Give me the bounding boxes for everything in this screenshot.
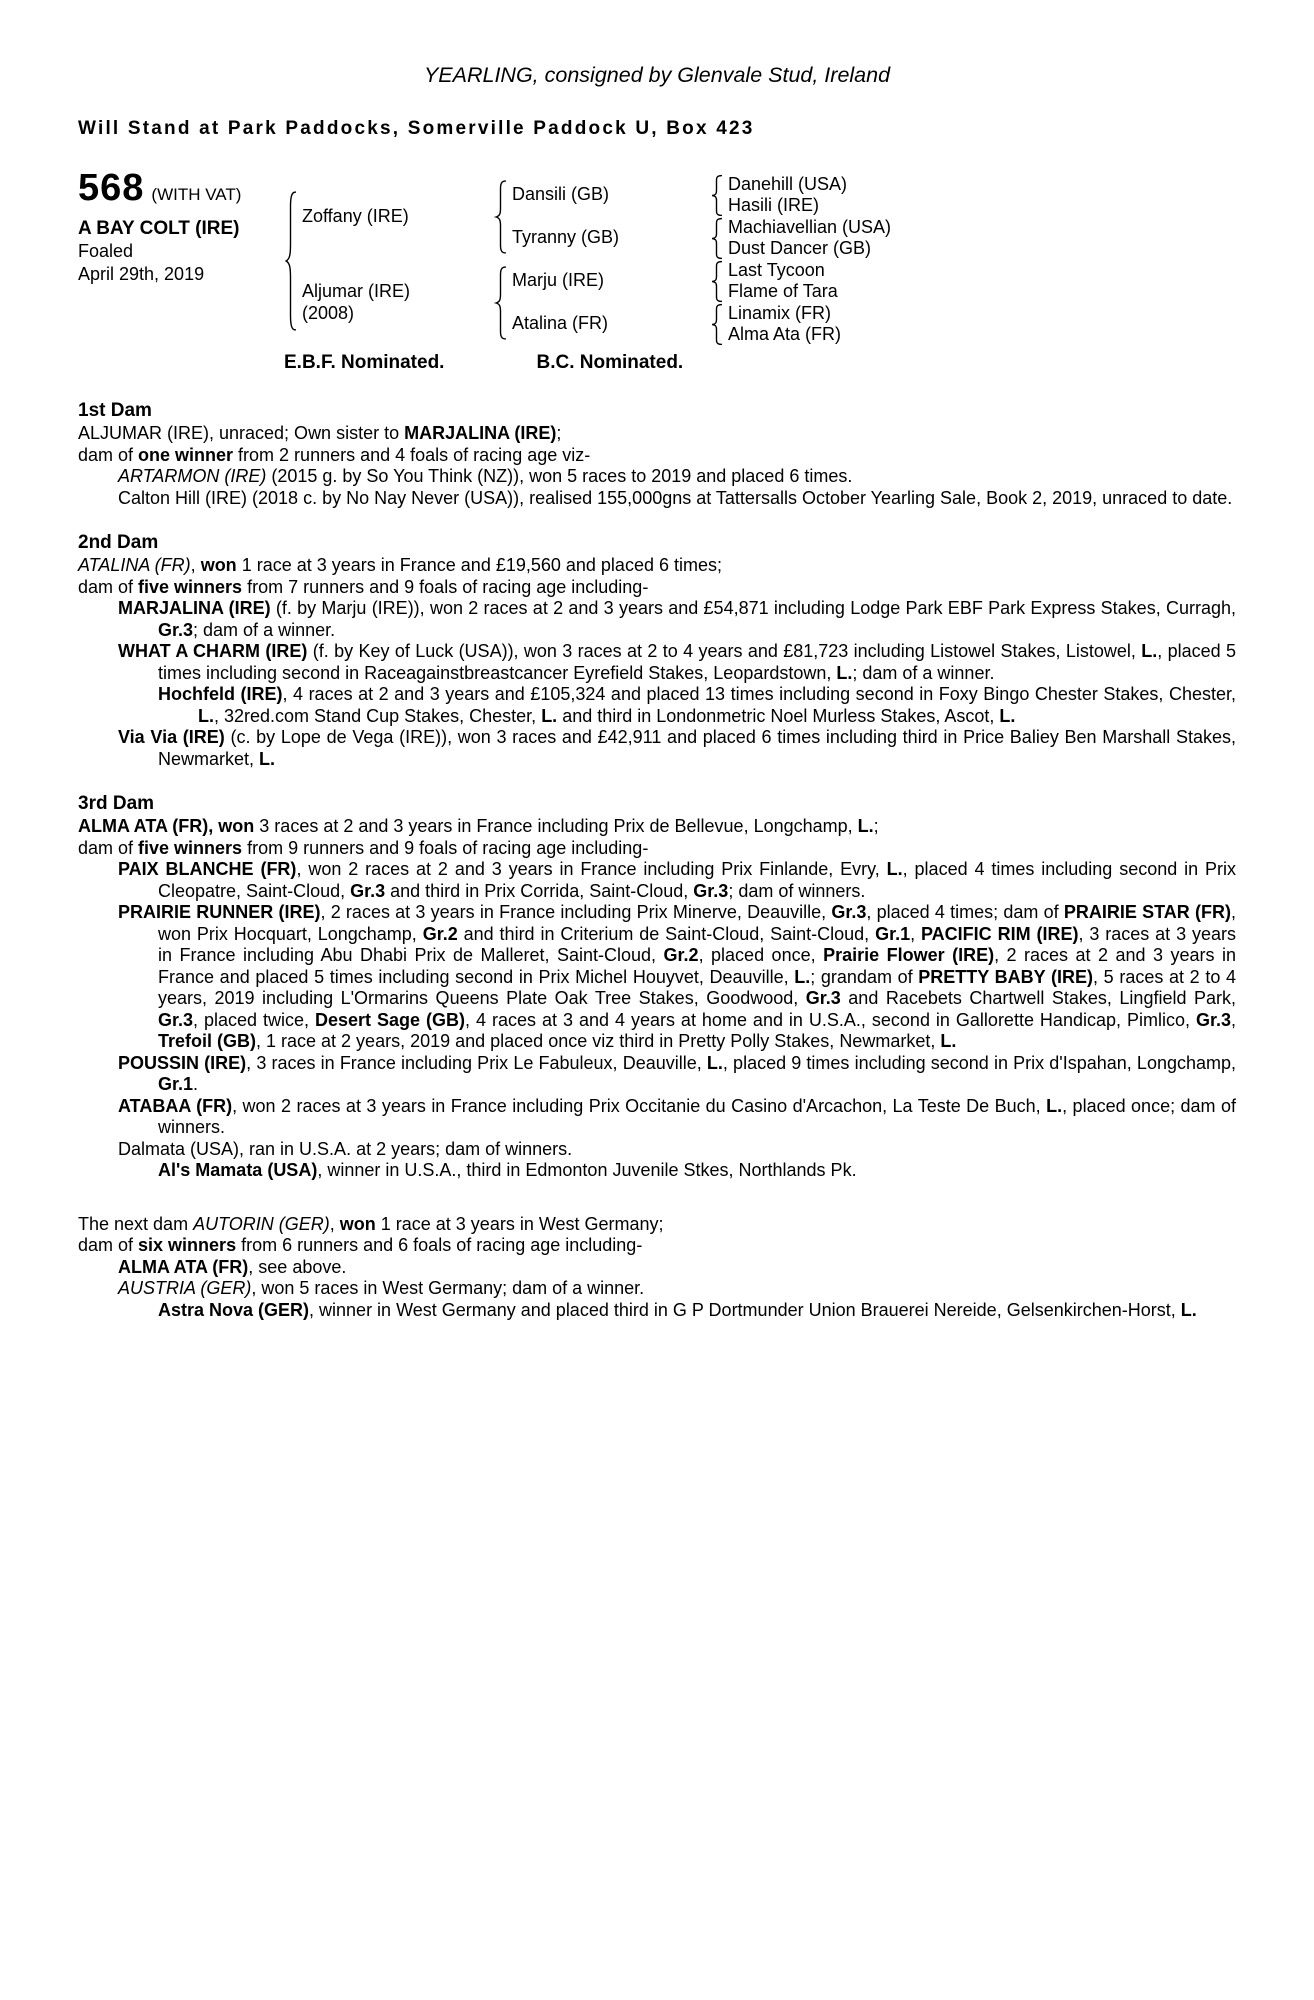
pedigree-paragraph: [78, 577, 1236, 599]
text-run: 1 race at 3 years in France and £19,560 and placed 6 times;: [236, 555, 722, 575]
pedigree-paragraph: [78, 1214, 1236, 1236]
text-run: dam of: [78, 444, 139, 465]
pedigree-paragraph: [78, 466, 1236, 488]
dam-cell: [302, 260, 488, 346]
text-run: and third in Criterium de Saint-Cloud, Saint-Cloud,: [457, 923, 876, 944]
pedigree-paragraph: [78, 1300, 1236, 1322]
text-run: Dalmata (USA), ran in U.S.A. at 2 years; dam of winners.: [118, 1138, 573, 1159]
lot-info: [78, 166, 278, 346]
granddam-cell: [512, 303, 704, 346]
text-run: Gr.3: [1195, 1009, 1231, 1030]
text-run: L.: [706, 1052, 723, 1073]
lot-number: 568: [78, 166, 145, 209]
text-run: MARJALINA (IRE): [118, 598, 271, 618]
text-run: 3 races at 2 and 3 years in France including Prix de Bellevue, Longchamp,: [254, 816, 858, 836]
text-run: ATALINA (FR): [78, 555, 191, 575]
text-run: , placed 4 times including second in Prix Cleopatre, Saint-Cloud,: [158, 859, 1237, 901]
dam-section-heading: 2nd Dam: [78, 532, 159, 553]
text-run: ,: [190, 555, 201, 575]
text-run: WHAT A CHARM (IRE): [118, 641, 308, 661]
pedigree-paragraph: [78, 816, 1236, 838]
text-run: Hochfeld (IRE): [158, 684, 283, 704]
text-run: Gr.1: [875, 923, 911, 944]
text-run: and third in Prix Corrida, Saint-Cloud,: [385, 880, 694, 901]
pedigree-table: [78, 166, 1236, 346]
text-run: Gr.3: [350, 880, 386, 901]
text-run: ; dam of winners.: [728, 880, 866, 901]
text-run: won: [339, 1213, 376, 1234]
pedigree-paragraph: [78, 838, 1236, 860]
text-run: , placed 9 times including second in Prix d'Ispahan, Longchamp,: [722, 1052, 1236, 1073]
text-run: from 6 runners and 6 foals of racing age including-: [236, 1235, 643, 1255]
text-run: L.: [886, 859, 903, 879]
ebf-nominated: E.B.F. Nominated.: [284, 351, 445, 373]
text-run: ARTARMON (IRE): [118, 466, 267, 486]
dam-brace: [488, 260, 512, 346]
grandsire-cell: [512, 260, 704, 303]
text-run: , won Prix Hocquart, Longchamp,: [158, 902, 1236, 944]
pedigree-paragraph: [78, 641, 1236, 684]
gen3-brace: [704, 174, 728, 217]
text-run: L.: [1180, 1299, 1197, 1320]
text-run: from 9 runners and 9 foals of racing age including-: [242, 837, 649, 858]
bc-nominated: B.C. Nominated.: [536, 351, 684, 373]
text-run: .: [193, 1074, 199, 1094]
text-run: ,: [910, 923, 922, 944]
text-run: ALJUMAR (IRE), unraced; Own sister to: [78, 423, 405, 443]
text-run: (c. by Lope de Vega (IRE)), won 3 races and £42,911 and placed 6 times including third in Price Baliey Ben Marshall Stakes, Newmarket,: [158, 727, 1236, 769]
text-run: (2015 g. by So You Think (NZ)), won 5 races to 2019 and placed 6 times.: [266, 466, 853, 486]
text-run: ;: [556, 423, 562, 443]
nominations-row: [284, 352, 1236, 374]
dam-section: [78, 792, 1236, 1182]
pedigree-paragraph: [78, 1053, 1236, 1096]
pedigree-paragraph: [78, 1278, 1236, 1300]
text-run: from 7 runners and 9 foals of racing age including-: [242, 576, 649, 597]
text-run: MARJALINA (IRE): [404, 423, 557, 443]
text-run: ;: [873, 816, 879, 836]
text-run: Desert Sage (GB): [315, 1009, 466, 1030]
dam-section: [78, 531, 1236, 770]
text-run: L.: [999, 705, 1016, 726]
dam-name: Aljumar (IRE): [302, 281, 411, 301]
grandsire-name: Marju (IRE): [512, 270, 605, 291]
text-run: , won 5 races in West Germany; dam of a winner.: [251, 1278, 645, 1298]
text-run: , won 2 races at 2 and 3 years in France including Prix Finlande, Evry,: [296, 859, 887, 879]
text-run: , see above.: [248, 1256, 347, 1277]
pedigree-paragraph: [78, 488, 1236, 510]
text-run: (f. by Key of Luck (USA)), won 3 races at 2 to 4 years and £81,723 including Listowel Stakes, Listowel,: [307, 641, 1142, 661]
text-run: Gr.3: [158, 619, 194, 640]
text-run: , 1 race at 2 years, 2019 and placed once viz third in Pretty Polly Stakes, Newmarket,: [256, 1031, 941, 1051]
text-run: PRAIRIE RUNNER (IRE): [118, 902, 321, 922]
pedigree-paragraph: [78, 1139, 1236, 1161]
pedigree-text: [78, 399, 1236, 1321]
dam-section-heading: 1st Dam: [78, 400, 152, 421]
text-run: AUTORIN (GER): [193, 1213, 330, 1234]
dam-section: [78, 399, 1236, 509]
text-run: , placed 5 times including second in Raceagainstbreastcancer Eyrefield Stakes, Leopardstown,: [158, 641, 1237, 683]
text-run: ALMA ATA (FR), won: [78, 816, 255, 836]
text-run: L.: [836, 662, 853, 683]
outer-brace: [278, 174, 302, 346]
text-run: Gr.2: [422, 923, 458, 944]
pedigree-paragraph: [78, 1257, 1236, 1279]
gen3-name: Linamix (FR): [728, 302, 832, 323]
text-run: Trefoil (GB): [158, 1031, 256, 1051]
sire-cell: [302, 174, 488, 260]
text-run: Astra Nova (GER): [158, 1299, 310, 1320]
text-run: , 4 races at 3 and 4 years at home and in U.S.A., second in Gallorette Handicap, Pimlico,: [465, 1009, 1196, 1030]
text-run: Gr.3: [805, 988, 841, 1008]
pedigree-paragraph: [78, 1160, 1236, 1182]
pedigree-paragraph: [78, 902, 1236, 1053]
text-run: from 2 runners and 4 foals of racing age viz-: [233, 444, 591, 465]
gen3-name: Dust Dancer (GB): [728, 238, 872, 258]
text-run: ; dam of a winner.: [852, 662, 995, 683]
text-run: (f. by Marju (IRE)), won 2 races at 2 and 3 years and £54,871 including Lodge Park EBF Park Express Stakes, Curragh,: [270, 598, 1236, 618]
pedigree-paragraph: [78, 423, 1236, 445]
text-run: , winner in U.S.A., third in Edmonton Juvenile Stkes, Northlands Pk.: [317, 1160, 857, 1180]
text-run: Prairie Flower (IRE): [823, 945, 995, 965]
granddam-name: Atalina (FR): [512, 313, 609, 334]
text-run: The next dam: [78, 1213, 194, 1234]
text-run: Via Via (IRE): [118, 727, 225, 747]
dam-year: (2008): [302, 302, 355, 323]
text-run: Al's Mamata (USA): [158, 1160, 318, 1180]
pedigree-paragraph: [78, 445, 1236, 467]
dam-section-heading: 3rd Dam: [78, 793, 155, 814]
gen3-name: Machiavellian (USA): [728, 216, 892, 237]
text-run: Gr.3: [693, 880, 729, 901]
text-run: , 2 races at 2 and 3 years in France and placed 5 times including second in Prix Michel Houyvet, Deauville,: [158, 945, 1236, 987]
text-run: POUSSIN (IRE): [118, 1052, 247, 1073]
gen3-brace: [704, 217, 728, 260]
text-run: Gr.2: [663, 945, 699, 965]
gen3-brace: [704, 303, 728, 346]
text-run: AUSTRIA (GER): [118, 1278, 252, 1298]
text-run: 1 race at 3 years in West Germany;: [375, 1213, 664, 1234]
gen3-name: Alma Ata (FR): [728, 324, 842, 344]
text-run: one winner: [138, 444, 234, 465]
text-run: dam of: [78, 1235, 139, 1255]
text-run: L.: [1141, 641, 1158, 661]
dam-section: [78, 1214, 1236, 1322]
text-run: , placed twice,: [193, 1009, 316, 1030]
foaled-label: Foaled: [78, 240, 134, 261]
text-run: Gr.1: [158, 1074, 194, 1094]
text-run: ,: [329, 1213, 340, 1234]
text-run: ATABAA (FR): [118, 1095, 233, 1116]
text-run: L.: [1046, 1095, 1063, 1116]
text-run: and third in Londonmetric Noel Murless Stakes, Ascot,: [557, 705, 1000, 726]
stand-location-line: Will Stand at Park Paddocks, Somerville Paddock U, Box 423: [78, 118, 755, 139]
text-run: , placed 4 times; dam of: [866, 902, 1064, 922]
text-run: L.: [794, 966, 811, 987]
text-run: , winner in West Germany and placed third in G P Dortmunder Union Brauerei Nereide, Gelsenkirchen-Horst,: [309, 1299, 1181, 1320]
granddam-name: Tyranny (GB): [512, 227, 620, 248]
text-run: , 5 races at 2 to 4 years, 2019 including L'Ormarins Queens Plate Oak Tree Stakes, Goodwood,: [158, 966, 1237, 1008]
pedigree-paragraph: [78, 1235, 1236, 1257]
grandsire-cell: [512, 174, 704, 217]
text-run: Gr.3: [158, 1009, 194, 1030]
text-run: , 32red.com Stand Cup Stakes, Chester,: [214, 705, 542, 726]
sire-brace: [488, 174, 512, 260]
text-run: dam of: [78, 837, 139, 858]
text-run: five winners: [138, 837, 243, 858]
text-run: ; dam of a winner.: [193, 619, 336, 640]
text-run: L.: [541, 705, 558, 726]
text-run: L.: [198, 705, 214, 726]
pedigree-paragraph: [78, 1096, 1236, 1139]
text-run: ,: [1230, 1009, 1236, 1030]
text-run: , 4 races at 2 and 3 years and £105,324 and placed 13 times including second in Foxy Bingo Chester Stakes, Chester,: [282, 684, 1236, 704]
consignor-line: YEARLING, consigned by Glenvale Stud, Ireland: [423, 63, 891, 87]
gen3-name: Last Tycoon: [728, 259, 825, 280]
text-run: L.: [940, 1031, 957, 1051]
text-run: , 3 races at 3 years in France including Abu Dhabi Prix de Malleret, Saint-Cloud,: [158, 923, 1237, 965]
text-run: five winners: [138, 576, 243, 597]
pedigree-paragraph: [78, 727, 1236, 770]
text-run: , won 2 races at 3 years in France including Prix Occitanie du Casino d'Arcachon, La Teste De Buch,: [232, 1095, 1047, 1116]
text-run: won: [200, 555, 237, 575]
gen3-brace: [704, 260, 728, 303]
pedigree-paragraph: [78, 684, 1236, 727]
sire-name: Zoffany (IRE): [302, 205, 409, 226]
lot-number-row: [78, 166, 278, 209]
text-run: PRAIRIE STAR (FR): [1063, 902, 1231, 922]
text-run: , 2 races at 3 years in France including Prix Minerve, Deauville,: [320, 902, 832, 922]
text-run: L.: [259, 748, 276, 769]
text-run: PACIFIC RIM (IRE): [921, 923, 1079, 944]
vat-note: (WITH VAT): [151, 184, 242, 204]
gen3-name: Danehill (USA): [728, 173, 848, 194]
foaled-date: April 29th, 2019: [78, 263, 205, 284]
lot-description: A BAY COLT (IRE): [78, 218, 240, 239]
pedigree-paragraph: [78, 555, 1236, 577]
text-run: L.: [857, 816, 874, 836]
gen3-name: Hasili (IRE): [728, 195, 820, 215]
text-run: PAIX BLANCHE (FR): [118, 859, 297, 879]
text-run: Calton Hill (IRE) (2018 c. by No Nay Never (USA)), realised 155,000gns at Tattersalls October Yearling Sale, Book 2, 2019, unraced to date.: [118, 487, 1233, 508]
text-run: , placed once; dam of winners.: [158, 1095, 1237, 1137]
text-run: Gr.3: [831, 902, 867, 922]
pedigree-paragraph: [78, 859, 1236, 902]
text-run: , placed once,: [698, 945, 824, 965]
text-run: ; grandam of: [810, 966, 919, 987]
text-run: dam of: [78, 576, 139, 597]
text-run: six winners: [138, 1235, 237, 1255]
text-run: and Racebets Chartwell Stakes, Lingfield Park,: [840, 988, 1236, 1008]
granddam-cell: [512, 217, 704, 260]
text-run: , 3 races in France including Prix Le Fabuleux, Deauville,: [246, 1052, 707, 1073]
gen3-name: Flame of Tara: [728, 281, 838, 301]
grandsire-name: Dansili (GB): [512, 184, 610, 205]
text-run: PRETTY BABY (IRE): [918, 966, 1093, 987]
pedigree-paragraph: [78, 598, 1236, 641]
text-run: ALMA ATA (FR): [118, 1256, 249, 1277]
